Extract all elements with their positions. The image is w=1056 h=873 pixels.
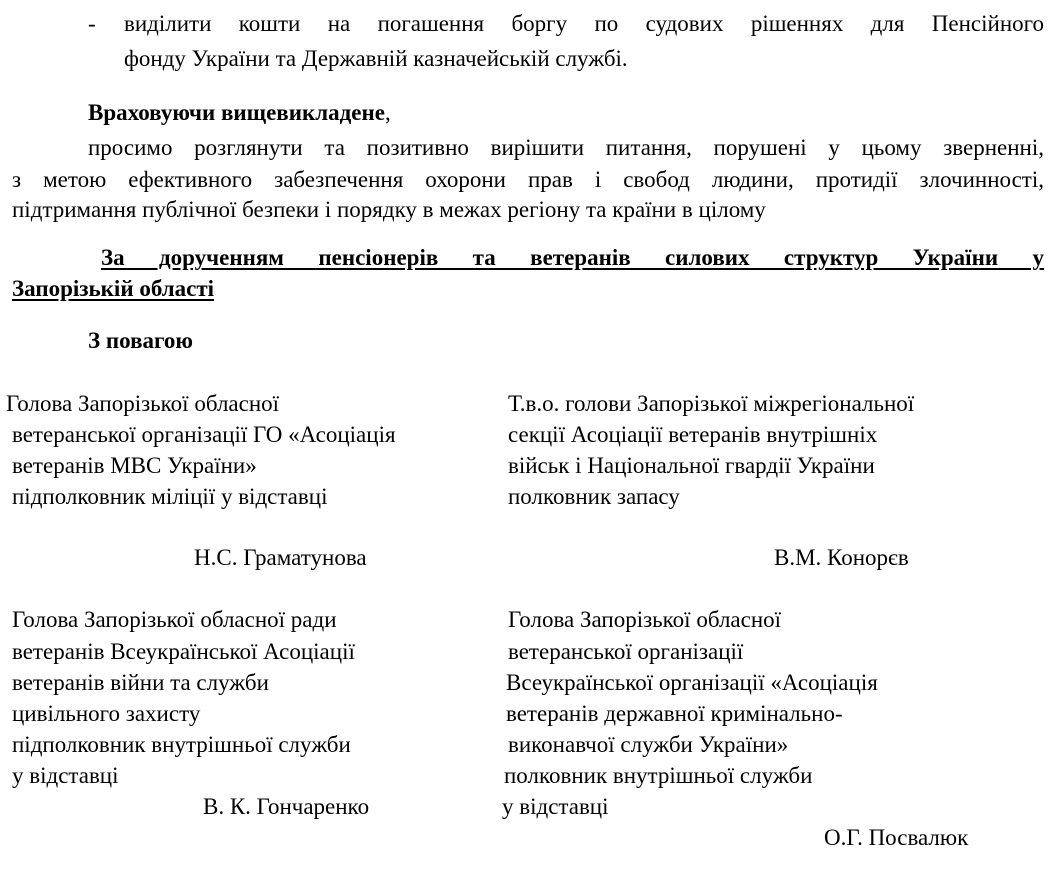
bullet-line-1: виділити кошти на погашення боргу по судових рішеннях для Пенсійного — [124, 11, 1044, 36]
bullet-dash: - — [88, 11, 96, 36]
signatory-name: В. К. Гончаренко — [203, 794, 370, 819]
signatory-title-line: ветеранів Всеукраїнської Асоціації — [12, 639, 355, 664]
signatory-title-line: Всеукраїнської організації «Асоціація — [506, 670, 878, 695]
signatory-title-line: військ і Національної гвардії України — [508, 453, 875, 478]
signatory-name: В.М. Конорєв — [774, 545, 909, 570]
bullet-line-2: фонду України та Державній казначейській службі. — [124, 46, 628, 71]
signatory-name: О.Г. Посвалюк — [824, 825, 969, 850]
considering-heading — [88, 98, 391, 128]
signatory-title-line: ветеранів війни та служби — [12, 670, 269, 695]
signatory-title-line: ветеранської організації ГО «Асоціація — [12, 422, 396, 447]
signatory-title-line: у відставці — [502, 794, 609, 819]
signatory-title-line: полковник запасу — [508, 484, 680, 509]
signatory-title-line: Т.в.о. голови Запорізької міжрегіональної — [508, 391, 915, 416]
signatory-title-line: Голова Запорізької обласної ради — [12, 607, 337, 632]
considering-bold: Враховуючи вищевикладене — [88, 100, 385, 125]
signatory-title-line: секції Асоціації ветеранів внутрішніх — [508, 422, 878, 447]
signatory-title-line: полковник внутрішньої служби — [504, 763, 813, 788]
signatory-title-line: цивільного захисту — [12, 701, 201, 726]
considering-comma: , — [384, 100, 391, 125]
signatory-title-line: виконавчої служби України» — [508, 732, 789, 757]
regards: З повагою — [88, 328, 193, 353]
request-line-3: підтримання публічної безпеки і порядку в межах регіону та країни в цілому — [12, 197, 766, 222]
signatory-title-line: Голова Запорізької обласної — [6, 391, 280, 416]
signatory-title-line: Голова Запорізької обласної — [508, 607, 782, 632]
mandate-line-1: За дорученням пенсіонерів та ветеранів силових структур України у — [101, 245, 1044, 270]
request-line-1: просимо розглянути та позитивно вирішити питання, порушені у цьому зверненні, — [88, 135, 1044, 160]
signatory-title-line: підполковник міліції у відставці — [12, 484, 328, 509]
signatory-name: Н.С. Граматунова — [194, 545, 367, 570]
signatory-title-line: ветеранів державної кримінально- — [506, 701, 843, 726]
request-line-2: з метою ефективного забезпечення охорони прав і свобод людини, протидії злочинності, — [12, 167, 1044, 192]
signatory-title-line: у відставці — [12, 763, 119, 788]
signatory-title-line: підполковник внутрішньої служби — [12, 732, 351, 757]
signatory-title-line: ветеранів МВС України» — [12, 453, 257, 478]
signatory-title-line: ветеранської організації — [508, 639, 744, 664]
mandate-line-2: Запорізькій області — [12, 276, 215, 301]
